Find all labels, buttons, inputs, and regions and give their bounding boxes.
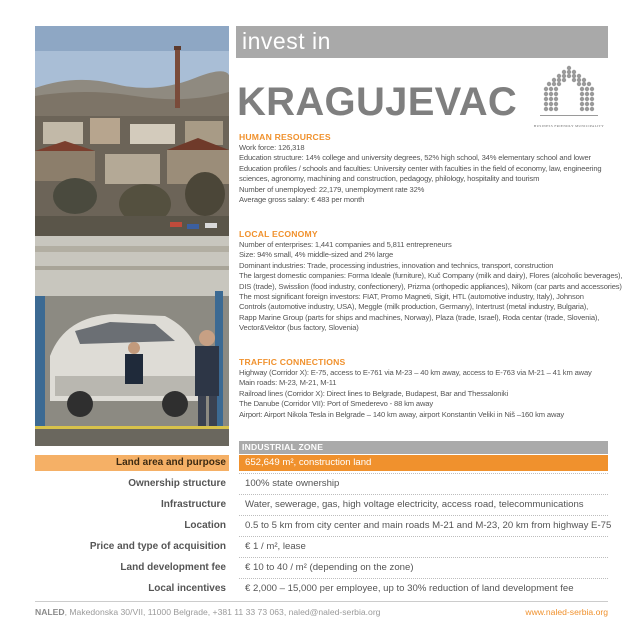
row-label: Ownership structure [128,478,226,489]
footer-website-link[interactable]: www.naled-serbia.org [525,607,608,617]
banner-text: invest in [242,28,331,54]
human-resources-section [239,132,611,205]
row-value: € 10 to 40 / m² (depending on the zone) [245,562,414,573]
traffic-title: TRAFFIC CONNECTIONS [239,357,346,367]
traffic-line: The Danube (Corridor VII): Port of Smederevo - 88 km away [239,399,434,409]
city-photo [35,26,229,236]
footer-divider [35,601,608,602]
table-row [0,558,638,578]
economy-line: The largest domestic companies: Forma Ideale (furniture), Kuč Company (milk and dairy), Flores (alcoholic beverages), [239,271,623,281]
hr-line: Work force: 126,318 [239,143,305,152]
row-label: Infrastructure [160,499,226,510]
footer-org: NALED [35,607,65,617]
economy-line: Size: 94% small, 4% middle-sized and 2% large [239,250,394,260]
invest-banner [236,26,608,58]
footer-address: , Makedonska 30/VII, 11000 Belgrade, +381 11 33 73 063, naled@naled-serbia.org [64,607,381,617]
logo-caption: BUSINESS FRIENDLY MUNICIPALITY [533,124,605,128]
economy-line: The most significant foreign investors: FIAT, Promo Magneti, Sigit, HTL (automotive industry, Italy), Johnson [239,292,584,302]
traffic-line: Main roads: M-23, M-21, M-11 [239,378,337,388]
hr-line: Number of unemployed: 22,179, unemployment rate 32% [239,184,425,194]
factory-photo [35,236,229,446]
row-value: 100% state ownership [245,478,340,489]
traffic-section [239,357,611,420]
footer-contact [35,607,380,617]
row-label: Land development fee [120,562,226,573]
hr-line: Average gross salary: € 483 per month [239,195,365,205]
traffic-line: Railroad lines (Corridor X): Direct lines to Belgrade, Budapest, Bar and Thessaloniki [239,388,509,398]
economy-line: Dominant industries: Trade, processing industries, innovation and technics, transport, construction [239,260,554,270]
municipality-logo [534,62,604,132]
traffic-line: Airport: Airport Nikola Tesla in Belgrade – 140 km away, airport Konstantin Veliki in Niš –160 km away [239,409,565,419]
human-resources-title: HUMAN RESOURCES [239,132,331,142]
table-row [0,495,638,515]
hr-line: Education profiles / schools and faculties: University center with faculties in the field of economy, law, engineering [239,163,602,173]
economy-line: Controls (automotive industry, USA), Meggle (milk production, Germany), Intertrust (metal industry, Bulgaria), [239,302,589,312]
table-row [0,579,638,599]
economy-line: Vector&Vektor (bus factory, Slovenia) [239,323,359,333]
local-economy-title: LOCAL ECONOMY [239,229,318,239]
hr-line: sciences, agronomy, machining and construction, pedagogy, philology, hospitality and tourism [239,174,540,184]
city-title: KRAGUJEVAC [237,80,518,124]
industrial-zone-title: INDUSTRIAL ZONE [242,442,324,452]
table-row [0,516,638,536]
row-label: Land area and purpose [115,457,226,468]
row-value: Water, sewerage, gas, high voltage electricity, access road, telecommunications [245,499,584,510]
table-row [0,453,638,473]
economy-line: DIS (trade), Swisslion (food industry, confectionery), Prizma (orthopedic appliances), Nikom (car parts and accessories) [239,281,622,291]
row-value: € 1 / m², lease [245,541,306,552]
economy-line: Number of enterprises: 1,441 companies and 5,811 entrepreneurs [239,240,452,249]
row-label: Local incentives [148,583,226,594]
row-label: Location [184,520,226,531]
hr-line: Education structure: 14% college and university degrees, 52% high school, 34% elementary school and lower [239,153,591,163]
row-value: 0.5 to 5 km from city center and main roads M-21 and M-23, 20 km from highway E-75 [245,520,612,531]
traffic-line: Highway (Corridor X): E-75, access to E-761 via M-23 – 40 km away, access to E-763 via M-21 – 41 km away [239,368,592,377]
economy-line: Rapp Marine Group (parts for ships and machines, Norway), Plaza (trade, Israel), Roda centar (trade, Slovenia), [239,312,600,322]
row-value: 652,649 m², construction land [239,455,608,471]
table-row [0,537,638,557]
table-row [0,474,638,494]
row-label: Price and type of acquisition [89,541,226,552]
local-economy-section [239,229,623,334]
row-value: € 2,000 – 15,000 per employee, up to 30% reduction of land development fee [245,583,574,594]
